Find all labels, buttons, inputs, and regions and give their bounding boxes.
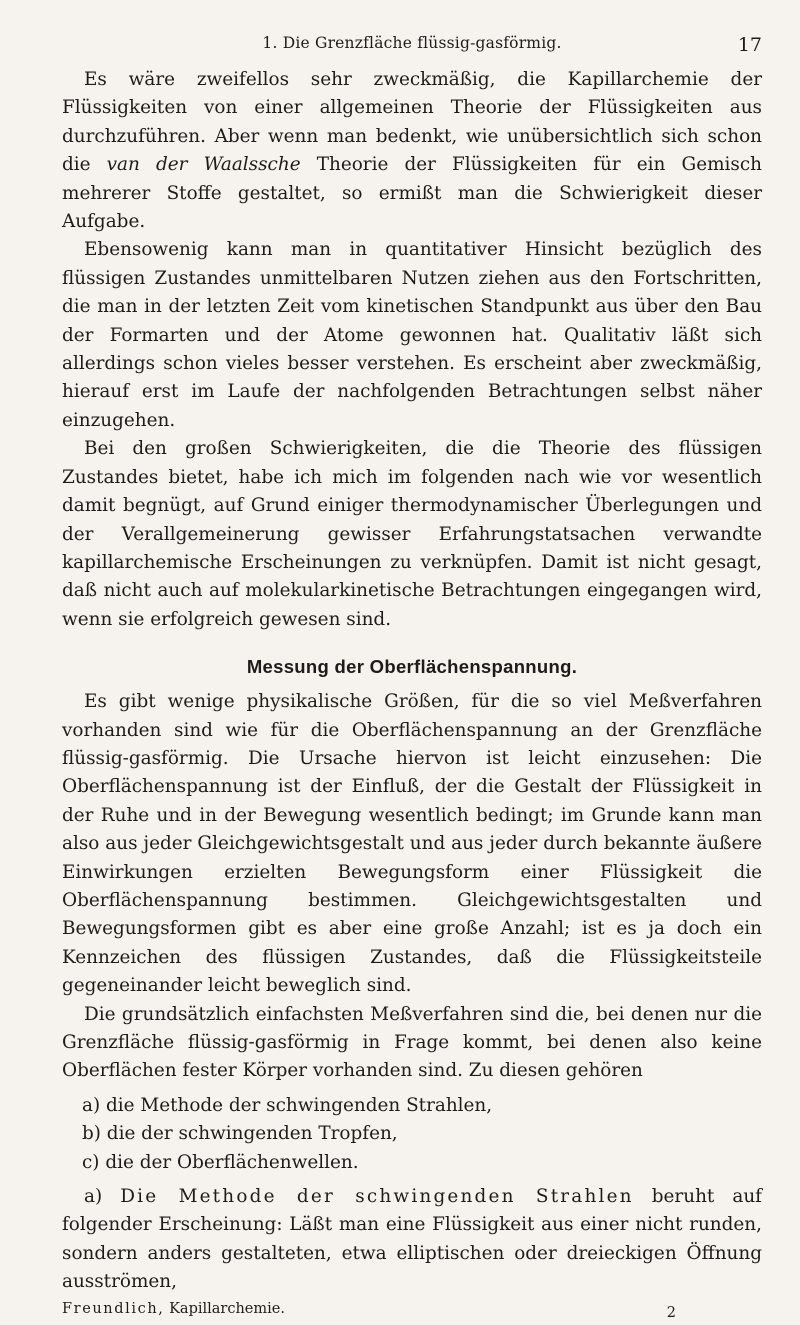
method-item-a: a) die Methode der schwingenden Strahlen,: [82, 1094, 493, 1116]
section-heading: Messung der Oberflächenspannung.: [246, 656, 578, 678]
method-list: [62, 1092, 762, 1177]
paragraph-1-text-a: Es wäre zweifellos sehr zweckmäßig, die Kapillarchemie der Flüssigkeiten von einer allgemeinen Theorie der Flüssigkeiten aus durchzuführen. Aber wenn man bedenkt, wie unübersichtlich sich schon die: [62, 69, 762, 176]
book-page: [62, 22, 762, 1325]
paragraph-6-label: a): [84, 1186, 121, 1208]
method-item-b: b) die der schwingenden Tropfen,: [82, 1123, 398, 1145]
page-footer: [62, 1301, 762, 1325]
paragraph-6-spaced-title: Die Methode der schwingenden Strahlen: [120, 1186, 634, 1208]
paragraph-6: [62, 1183, 762, 1297]
paragraph-3: Bei den großen Schwierigkeiten, die die Theorie des flüssigen Zustandes bietet, habe ich mich im folgenden nach wie vor wesentlich damit begnügt, auf Grund einiger thermodynamischer Überlegungen und der Verallgemeinerung gewisser Erfahrungstatsachen verwandte kapillarchemische Erscheinungen zu verknüpfen. Damit ist nicht gesagt, daß nicht auch auf molekularkinetische Betrachtungen eingegangen wird, wenn sie erfolgreich gewesen sind.: [62, 438, 762, 630]
paragraph-1-italic: van der Waalssche: [106, 154, 301, 176]
footer-imprint: [62, 1301, 285, 1317]
page-header: [62, 22, 762, 66]
paragraph-2: Ebensowenig kann man in quantitativer Hinsicht bezüglich des flüssigen Zustandes unmittelbaren Nutzen ziehen aus den Fortschritten, die man in der letzten Zeit vom kinetischen Standpunkt aus über den Bau der Formarten und der Atome gewonnen hat. Qualitativ läßt sich allerdings schon vieles besser verstehen. Es erscheint aber zweckmäßig, hierauf erst im Laufe der nachfolgenden Betrachtungen selbst näher einzugehen.: [62, 239, 762, 431]
paragraph-4: Es gibt wenige physikalische Größen, für die so viel Meßverfahren vorhanden sind wie für die Oberflächenspannung an der Grenzfläche flüssig-gasförmig. Die Ursache hiervon ist leicht einzusehen: Die Oberflächenspannung ist der Einfluß, der die Gestalt der Flüssigkeit in der Ruhe und in der Bewegung wesentlich bedingt; im Grunde kann man also aus jeder Gleichgewichtsgestalt und aus jeder durch bekannte äußere Einwirkungen erzielten Bewegungsform einer Flüssigkeit die Oberflächenspannung bestimmen. Gleichgewichtsgestalten und Bewegungsformen gibt es aber eine große Anzahl; ist es ja doch ein Kennzeichen des flüssigen Zustandes, daß die Flüssigkeitsteile gegeneinander leicht beweglich sind.: [62, 691, 762, 997]
method-item-c: c) die der Oberflächenwellen.: [82, 1151, 359, 1173]
paragraph-1-text-b: Theorie der Flüssigkeiten für ein Gemisch mehrerer Stoffe gestaltet, so ermißt man die Schwierigkeit dieser Aufgabe.: [62, 154, 762, 233]
paragraph-6-text: beruht auf folgender Erscheinung: Läßt man eine Flüssigkeit aus einer nicht runden, sondern anders gestalteten, etwa elliptischen oder dreieckigen Öffnung ausströmen,: [62, 1186, 762, 1293]
paragraph-5: Die grundsätzlich einfachsten Meßverfahren sind die, bei denen nur die Grenzfläche flüssig-gasförmig in Frage kommt, bei denen also keine Oberflächen fester Körper vorhanden sind. Zu diesen gehören: [62, 1003, 762, 1082]
page-number: 17: [737, 34, 762, 56]
paragraph-1: [62, 66, 762, 236]
footer-author: Freundlich,: [62, 1300, 165, 1317]
running-title: 1. Die Grenzfläche flüssig-gasförmig.: [262, 34, 562, 52]
sheet-signature: 2: [666, 1304, 676, 1321]
footer-book: Kapillarchemie.: [164, 1300, 285, 1317]
